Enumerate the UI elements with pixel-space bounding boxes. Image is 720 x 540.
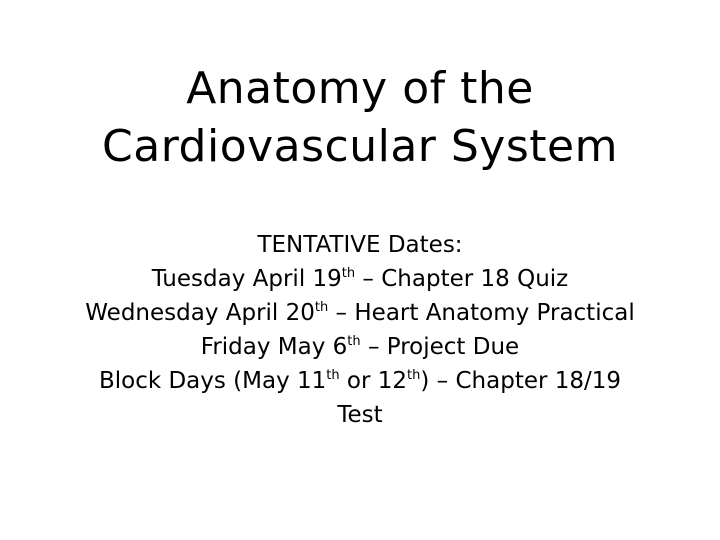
- ordinal-suffix: th: [341, 266, 356, 281]
- date-item-practical: [0, 296, 720, 330]
- date-item-event: – Heart Anatomy Practical: [328, 300, 635, 326]
- title-line-1: Anatomy of the: [186, 63, 534, 114]
- date-item-text-mid: or 12: [339, 368, 408, 394]
- date-item-text: Wednesday April 20: [85, 300, 315, 326]
- dates-heading: TENTATIVE Dates:: [257, 232, 463, 258]
- dates-list: [0, 228, 720, 432]
- ordinal-suffix: th: [407, 368, 421, 383]
- date-item-text: Friday May 6: [200, 334, 348, 360]
- date-item-test-wrap: Test: [337, 402, 383, 428]
- date-item-text: Tuesday April 19: [151, 266, 342, 292]
- date-item-quiz: [0, 262, 720, 296]
- date-item-test: [0, 364, 720, 398]
- date-item-event: – Project Due: [360, 334, 520, 360]
- title-line-2: Cardiovascular System: [102, 121, 618, 172]
- date-item-event: – Chapter 18 Quiz: [355, 266, 569, 292]
- date-item-text: Block Days (May 11: [98, 368, 327, 394]
- ordinal-suffix: th: [347, 334, 361, 349]
- date-item-project: [0, 330, 720, 364]
- ordinal-suffix: th: [314, 300, 329, 315]
- date-item-event: ) – Chapter 18/19: [420, 368, 622, 394]
- slide-title: [0, 60, 720, 176]
- ordinal-suffix: th: [326, 368, 340, 383]
